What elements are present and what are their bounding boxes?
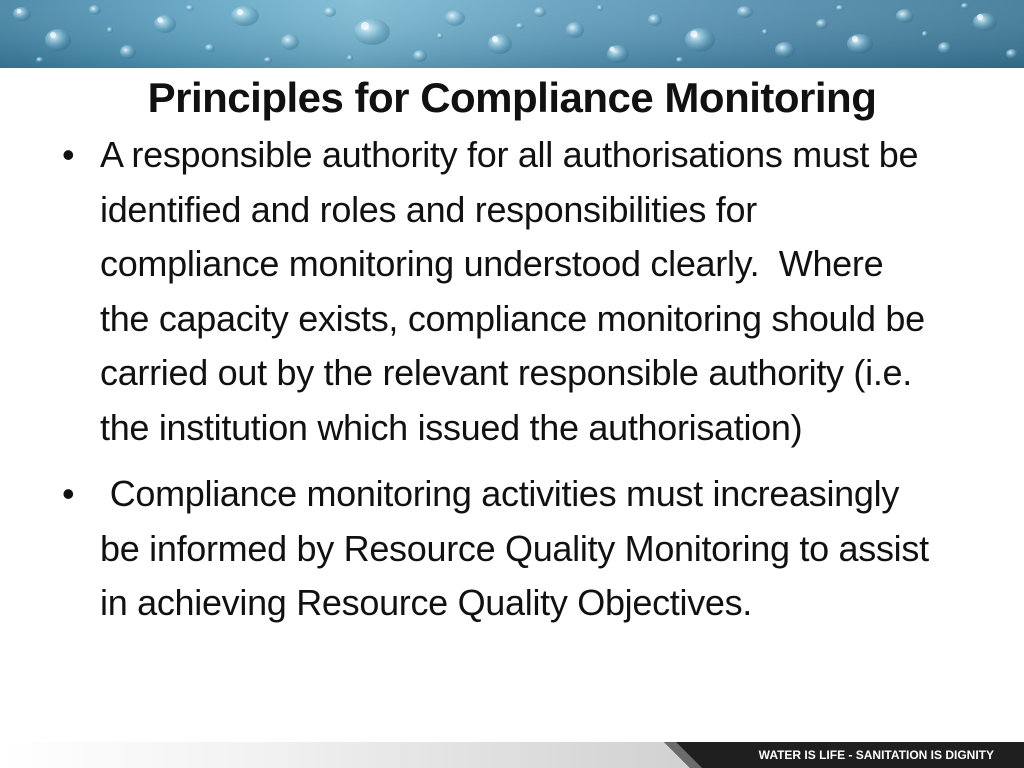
footer-tagline: WATER IS LIFE - SANITATION IS DIGNITY (758, 748, 994, 762)
bullet-marker: • (62, 134, 75, 175)
water-drops-banner (0, 0, 1024, 68)
bullet-text: Compliance monitoring activities must increasingly be informed by Resource Quality Monitoring to assist in achieving Resource Quality Objectives. (100, 473, 939, 623)
bullet-marker: • (62, 473, 75, 514)
bullet-text: A responsible authority for all authorisations must be identified and roles and responsibilities for compliance monitoring understood clearly. Where the capacity exists, compliance monitoring should be carried out by the relevant responsible authority (i.e. the institution which issued the authorisation) (100, 134, 935, 448)
slide-title: Principles for Compliance Monitoring (147, 74, 877, 121)
footer-strip (0, 742, 1024, 768)
bullet-list (62, 128, 942, 631)
water-drops-image (0, 0, 1024, 68)
bullet-item-resource-quality (62, 467, 942, 631)
bullet-item-responsible-authority (62, 128, 942, 455)
